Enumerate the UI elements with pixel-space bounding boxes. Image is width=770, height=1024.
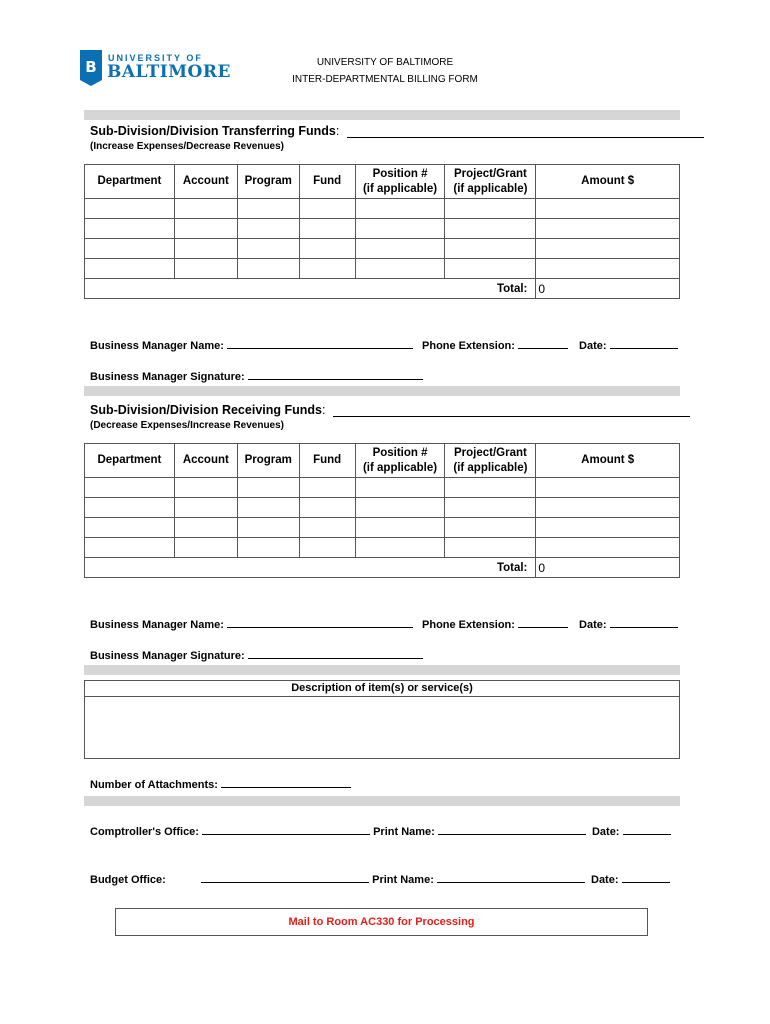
date-field[interactable] [610, 338, 678, 349]
logo-top-text: UNIVERSITY OF [108, 53, 203, 63]
table-row[interactable] [85, 259, 680, 279]
manager-name-label: Business Manager Name: [90, 619, 224, 631]
svg-text:B: B [85, 58, 97, 76]
logo-main-text: BALTIMORE [107, 62, 231, 82]
receiving-subtitle: (Decrease Expenses/Increase Revenues) [90, 420, 285, 431]
col-amount: Amount $ [536, 165, 680, 199]
table-row[interactable] [85, 199, 680, 219]
col-fund: Fund [299, 444, 355, 478]
print-name-label: Print Name: [373, 826, 435, 838]
manager-name-field[interactable] [227, 617, 413, 628]
transferring-table [84, 164, 680, 299]
divider-bar [84, 796, 680, 806]
transferring-signature-row [90, 369, 423, 383]
comptroller-signature-field[interactable] [202, 824, 370, 835]
form-org-title: UNIVERSITY OF BALTIMORE [316, 57, 454, 68]
manager-name-label: Business Manager Name: [90, 340, 224, 352]
col-amount: Amount $ [536, 444, 680, 478]
total-row [85, 279, 680, 299]
signature-label: Business Manager Signature: [90, 371, 245, 383]
transferring-division-field[interactable] [347, 126, 704, 138]
attachments-row [90, 777, 351, 791]
receiving-signature-row [90, 648, 423, 662]
date-label: Date: [591, 826, 620, 838]
description-field[interactable] [85, 697, 679, 757]
description-header: Description of item(s) or service(s) [85, 681, 679, 697]
phone-field[interactable] [518, 338, 568, 349]
total-label: Total: [85, 558, 536, 578]
col-account: Account [174, 444, 237, 478]
date-label: Date: [579, 340, 607, 352]
divider-bar [84, 110, 680, 120]
receiving-table [84, 443, 680, 578]
col-project: Project/Grant (if applicable) [445, 444, 536, 478]
col-department: Department [85, 165, 175, 199]
table-row[interactable] [85, 478, 680, 498]
signature-label: Business Manager Signature: [90, 650, 245, 662]
receiving-title-text: Sub-Division/Division Receiving Funds [90, 403, 322, 417]
receiving-division-field[interactable] [333, 405, 690, 417]
col-fund: Fund [299, 165, 355, 199]
receiving-manager-row [90, 617, 678, 631]
mail-instructions: Mail to Room AC330 for Processing [115, 908, 648, 936]
total-value[interactable]: 0 [536, 279, 680, 299]
receiving-title: Sub-Division/Division Receiving Funds: [90, 403, 690, 417]
budget-date-field[interactable] [622, 872, 670, 883]
phone-label: Phone Extension: [422, 619, 515, 631]
table-header-row [85, 444, 680, 478]
phone-label: Phone Extension: [422, 340, 515, 352]
budget-row [90, 872, 670, 886]
attachments-label: Number of Attachments: [90, 779, 218, 791]
date-field[interactable] [610, 617, 678, 628]
table-row[interactable] [85, 498, 680, 518]
table-row[interactable] [85, 518, 680, 538]
comptroller-date-field[interactable] [623, 824, 671, 835]
description-box [84, 680, 680, 759]
phone-field[interactable] [518, 617, 568, 628]
transferring-title: Sub-Division/Division Transferring Funds: [90, 124, 704, 138]
budget-signature-field[interactable] [201, 872, 369, 883]
attachments-field[interactable] [221, 777, 351, 788]
col-account: Account [174, 165, 237, 199]
budget-label: Budget Office: [90, 874, 166, 886]
total-label: Total: [85, 279, 536, 299]
table-row[interactable] [85, 219, 680, 239]
col-position: Position # (if applicable) [355, 165, 445, 199]
comptroller-print-name-field[interactable] [438, 824, 586, 835]
transferring-subtitle: (Increase Expenses/Decrease Revenues) [90, 141, 285, 152]
divider-bar [84, 665, 680, 675]
col-department: Department [85, 444, 175, 478]
table-row[interactable] [85, 239, 680, 259]
divider-bar [84, 386, 680, 396]
signature-field[interactable] [248, 648, 423, 659]
comptroller-label: Comptroller's Office: [90, 826, 199, 838]
date-label: Date: [579, 619, 607, 631]
signature-field[interactable] [248, 369, 423, 380]
comptroller-row [90, 824, 671, 838]
col-program: Program [237, 165, 299, 199]
total-value[interactable]: 0 [536, 558, 680, 578]
date-label: Date: [591, 874, 619, 886]
col-position: Position # (if applicable) [355, 444, 445, 478]
print-name-label: Print Name: [372, 874, 434, 886]
transferring-manager-row [90, 338, 678, 352]
table-row[interactable] [85, 538, 680, 558]
budget-print-name-field[interactable] [437, 872, 585, 883]
table-header-row [85, 165, 680, 199]
col-program: Program [237, 444, 299, 478]
form-title: INTER-DEPARTMENTAL BILLING FORM [292, 74, 478, 85]
col-project: Project/Grant (if applicable) [445, 165, 536, 199]
manager-name-field[interactable] [227, 338, 413, 349]
transferring-title-text: Sub-Division/Division Transferring Funds [90, 124, 336, 138]
total-row [85, 558, 680, 578]
